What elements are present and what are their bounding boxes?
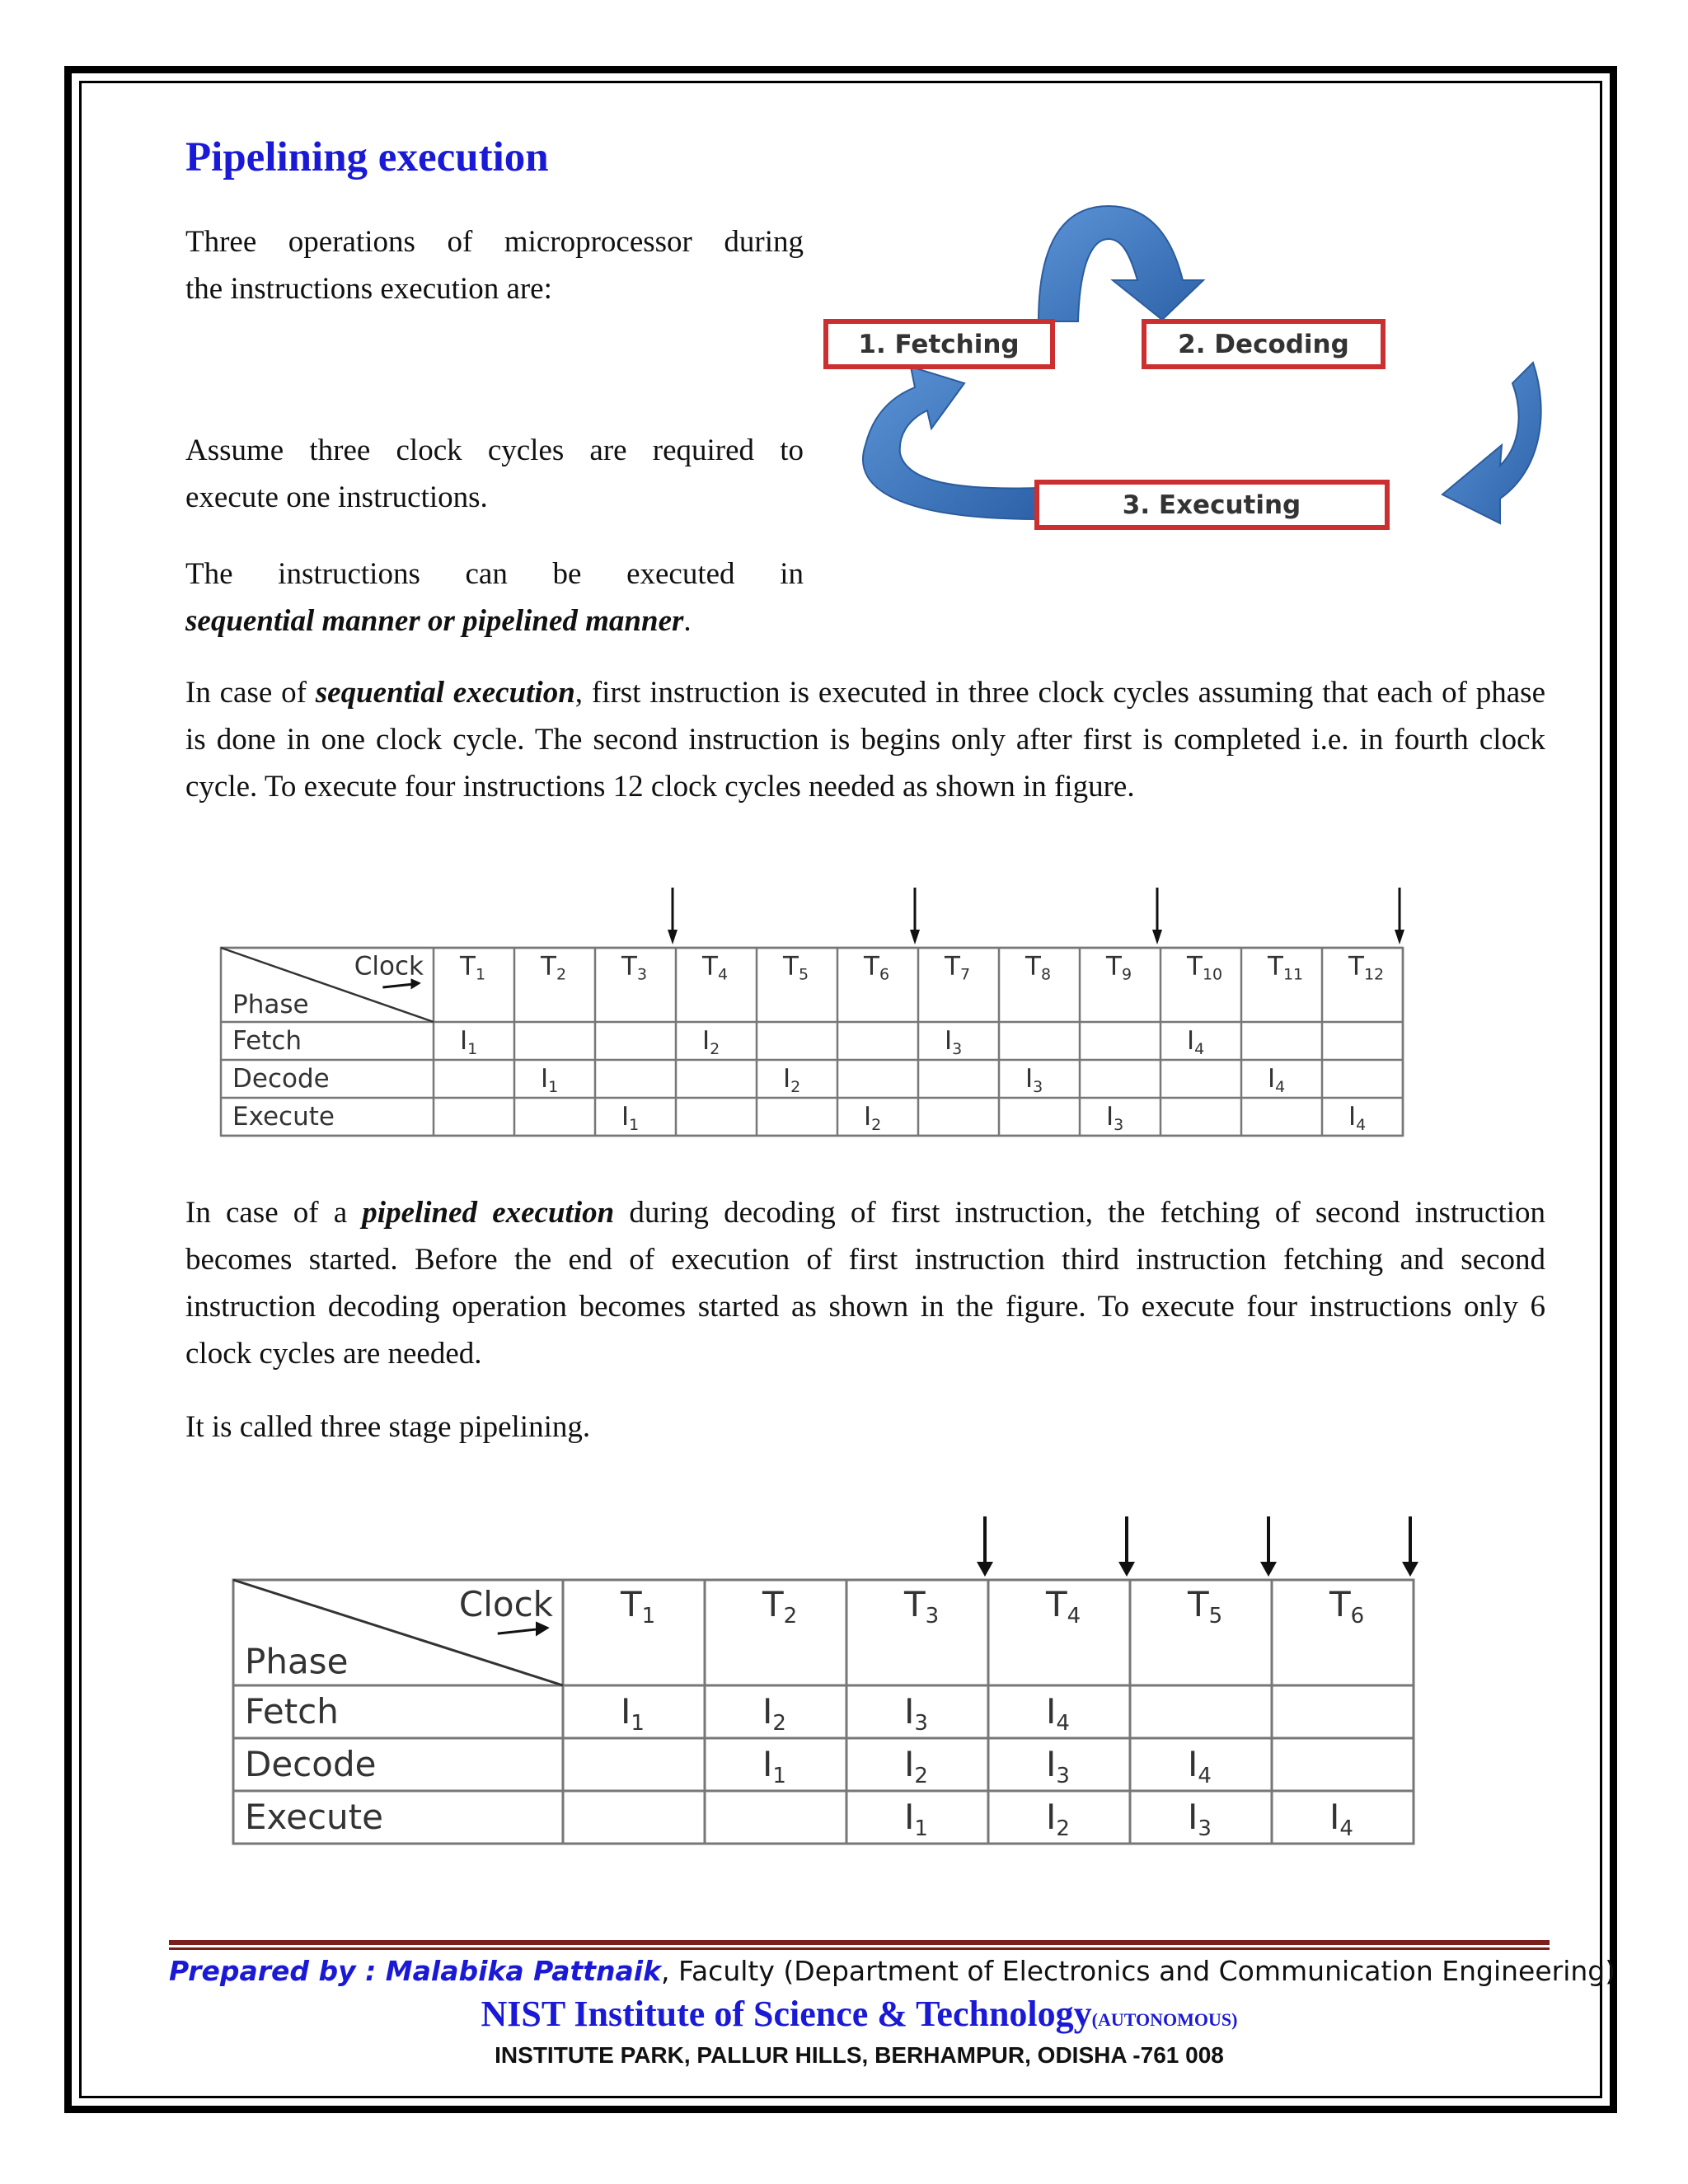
column-header-t2: T2	[762, 1584, 798, 1629]
step-executing-label: 3. Executing	[1122, 490, 1301, 520]
intro-line-2: the instructions execution are:	[185, 272, 552, 306]
table-cell: I4	[1188, 1744, 1212, 1789]
clock-label: Clock	[458, 1584, 553, 1625]
table-cell: I3	[945, 1026, 963, 1059]
sequential-lead: In case of	[185, 676, 316, 710]
table-cell: I4	[1268, 1064, 1286, 1097]
intro-paragraph	[185, 218, 804, 312]
pipelined-text: during decoding of first instruction, the fetching of second instruction becomes started. Before the end of execution of first instruction third instruction fetching and second instruction decoding operation becomes started as shown in the figure. To execute four instructions only 6 clock cycles are needed.	[185, 1196, 1545, 1371]
table-cell: I2	[783, 1064, 801, 1097]
arrow-execute-to-fetch	[863, 367, 1039, 519]
column-header-t8: T8	[1025, 951, 1052, 984]
sequential-emphasis: sequential execution	[315, 676, 575, 710]
row-label-decode: Decode	[232, 1064, 330, 1094]
column-header-t7: T7	[945, 951, 971, 984]
table-cell: I3	[1025, 1064, 1043, 1097]
assumption-line-2: execute one instructions.	[185, 480, 488, 514]
table-cell: I4	[1348, 1102, 1367, 1135]
table-cell: I2	[762, 1691, 786, 1736]
sequential-paragraph	[185, 669, 1545, 810]
footer-prepared-by: Prepared by : Malabika Pattnaik	[169, 1955, 662, 1987]
table-cell: I3	[904, 1691, 928, 1736]
three-stage-paragraph: It is called three stage pipelining.	[185, 1410, 591, 1444]
arrow-fetch-to-decode	[1039, 206, 1203, 321]
table-cell: I4	[1329, 1797, 1353, 1842]
step-fetching-label: 1. Fetching	[858, 330, 1020, 359]
table-cell: I1	[762, 1744, 786, 1789]
row-label-fetch: Fetch	[232, 1026, 302, 1057]
assumption-line-1: Assume three clock cycles are required to	[185, 434, 804, 467]
table-cell: I2	[1046, 1797, 1070, 1842]
step-executing-box	[1037, 482, 1387, 527]
footer-autonomous: (AUTONOMOUS)	[1091, 2009, 1238, 2030]
clock-arrow-icon	[1118, 1562, 1135, 1577]
pipelined-paragraph	[185, 1189, 1545, 1377]
manner-end: .	[683, 604, 692, 638]
column-header-t10: T10	[1187, 951, 1223, 984]
sequential-execution-table	[214, 878, 1451, 1150]
column-header-t6: T6	[864, 951, 890, 984]
footer-address: INSTITUTE PARK, PALLUR HILLS, BERHAMPUR, ODISHA -761 008	[495, 2042, 1224, 2068]
manner-line-1: The instructions can be executed in	[185, 557, 804, 591]
table-cell: I4	[1187, 1026, 1205, 1059]
table-cell: I1	[541, 1064, 559, 1097]
clock-arrow-icon	[1395, 930, 1404, 944]
column-header-t6: T6	[1329, 1584, 1365, 1629]
clock-label: Clock	[354, 951, 424, 982]
table-cell: I3	[1106, 1102, 1124, 1135]
column-header-t5: T5	[1188, 1584, 1223, 1629]
table-cell: I4	[1046, 1691, 1070, 1736]
column-header-t1: T1	[460, 951, 486, 984]
clock-arrow-icon	[977, 1562, 993, 1577]
manner-emphasis: sequential manner or pipelined manner	[185, 604, 684, 638]
table-cell: I1	[460, 1026, 478, 1059]
phase-label: Phase	[232, 990, 309, 1020]
row-label-execute: Execute	[232, 1102, 335, 1132]
column-header-t3: T3	[904, 1584, 940, 1629]
footer-author-line	[169, 1955, 1616, 1987]
clock-arrow-icon	[1402, 1562, 1418, 1577]
table-cell: I2	[702, 1026, 720, 1059]
footer-institute-name: NIST Institute of Science & Technology	[481, 1994, 1092, 2034]
pipelined-emphasis: pipelined execution	[362, 1196, 615, 1230]
column-header-t4: T4	[702, 951, 729, 984]
manner-paragraph	[185, 551, 804, 644]
footer-role: , Faculty (Department of Electronics and Communication Engineering)	[661, 1955, 1616, 1987]
table-cell: I2	[904, 1744, 928, 1789]
table-border	[233, 1580, 1414, 1844]
step-fetching-box	[826, 321, 1053, 367]
column-header-t4: T4	[1046, 1584, 1081, 1629]
column-header-t3: T3	[621, 951, 648, 984]
operation-cycle-diagram	[816, 198, 1558, 560]
table-cell: I3	[1188, 1797, 1212, 1842]
page-title: Pipelining execution	[185, 134, 549, 180]
arrow-decode-to-execute	[1442, 363, 1541, 523]
sequential-text: , first instruction is executed in three clock cycles assuming that each of phase is done in one clock cycle. The second instruction is begins only after first is completed i.e. in fourth clock cycle. To execute four instructions 12 clock cycles needed as shown in figure.	[185, 676, 1545, 804]
assumption-paragraph	[185, 427, 804, 521]
clock-arrow-icon	[910, 930, 920, 944]
phase-label: Phase	[245, 1641, 349, 1682]
table-cell: I1	[904, 1797, 928, 1842]
table-cell: I1	[621, 1691, 645, 1736]
footer-rule-thick	[169, 1940, 1550, 1945]
clock-arrow-icon	[1260, 1562, 1277, 1577]
pipelined-lead: In case of a	[185, 1196, 363, 1230]
pipelined-execution-table	[227, 1512, 1447, 1858]
table-cell: I1	[621, 1102, 640, 1135]
column-header-t5: T5	[783, 951, 809, 984]
footer-rule-thin	[169, 1947, 1550, 1950]
table-cell: I3	[1046, 1744, 1070, 1789]
column-header-t9: T9	[1106, 951, 1132, 984]
row-label-decode: Decode	[245, 1744, 377, 1785]
column-header-t1: T1	[621, 1584, 656, 1629]
clock-arrow-icon	[668, 930, 678, 944]
step-decoding-label: 2. Decoding	[1178, 330, 1349, 359]
footer-institute	[169, 1993, 1550, 2035]
table-cell: I2	[864, 1102, 882, 1135]
intro-line-1: Three operations of microprocessor during	[185, 225, 804, 259]
row-label-execute: Execute	[245, 1797, 383, 1838]
row-label-fetch: Fetch	[245, 1691, 339, 1732]
step-decoding-box	[1144, 321, 1383, 367]
column-header-t2: T2	[541, 951, 567, 984]
column-header-t12: T12	[1348, 951, 1385, 984]
clock-arrow-icon	[1152, 930, 1162, 944]
column-header-t11: T11	[1268, 951, 1304, 984]
